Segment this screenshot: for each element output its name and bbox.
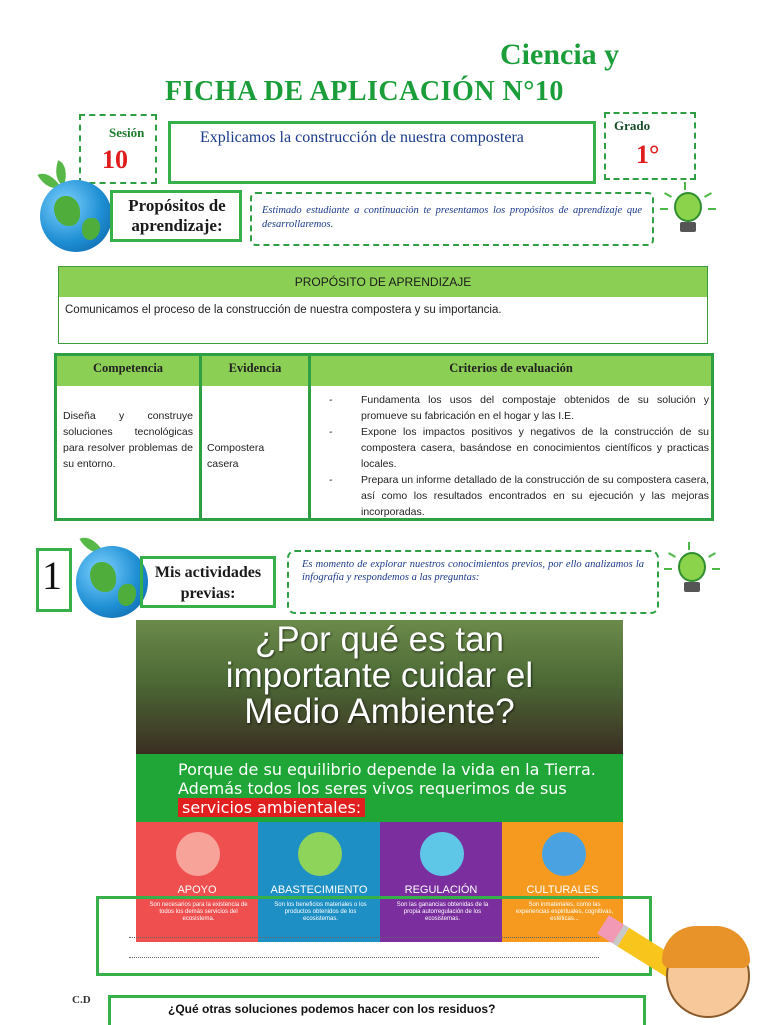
grado-number: 1° xyxy=(636,140,660,169)
evidencia-cell: Compostera casera xyxy=(207,442,265,470)
infographic-subtitle-band xyxy=(136,754,623,822)
purpose-table-body: Comunicamos el proceso de la construcción de nuestra compostera y su importancia. xyxy=(65,304,502,316)
card-title: REGULACIÓN xyxy=(404,884,478,896)
cyclist-icon xyxy=(542,832,586,876)
sesion-number: 10 xyxy=(102,145,128,174)
session-topic: Explicamos la construcción de nuestra compostera xyxy=(200,129,524,146)
card-desc: Son inmateriales, como las experiencias espirituales, cognitivas, estéticas... xyxy=(515,902,614,922)
header-competencia: Competencia xyxy=(57,356,199,386)
apple-icon xyxy=(298,832,342,876)
card-title: CULTURALES xyxy=(526,884,599,896)
infographic-title-line: ¿Por qué es tan xyxy=(254,620,505,659)
globe-icon xyxy=(76,546,148,618)
card-desc: Son las ganancias obtenidas de la propia autorregulación de los ecosistemas. xyxy=(396,902,489,922)
infographic-subtitle xyxy=(178,760,598,817)
criterio-item: - Prepara un informe detallado de la construcción de su compostera casera, así como los resultados encontrados en su ejecución y las mejoras incorporadas. xyxy=(319,472,709,520)
title-subject: Ciencia y xyxy=(500,38,620,71)
subtitle-text: Porque de su equilibrio depende la vida en la Tierra. Además todos los seres vivos requerimos de sus xyxy=(178,760,596,798)
criterio-item: - Expone los impactos positivos y negativos de la construcción de su compostera casera, basándose en conocimientos científicos y practicas locales. xyxy=(319,424,709,472)
card-title: APOYO xyxy=(177,884,217,896)
globe-icon xyxy=(40,180,112,252)
answer-line[interactable] xyxy=(129,937,599,938)
criterios-list xyxy=(319,392,709,520)
bee-icon xyxy=(420,832,464,876)
card-title: ABASTECIMIENTO xyxy=(270,884,368,896)
card-desc: Son necesarios para la existencia de todos los demás servicios del ecosistema. xyxy=(149,902,248,922)
subtitle-highlight: servicios ambientales: xyxy=(178,798,365,817)
infographic-title-line: importante cuidar el xyxy=(225,656,534,695)
lightbulb-icon xyxy=(664,540,720,604)
activity-intro: Es momento de explorar nuestros conocimientos previos, por ello analizamos la infografía y respondemos a las preguntas: xyxy=(302,559,644,583)
student-mascot-illustration xyxy=(606,900,766,1024)
activity-label: Mis actividades previas: xyxy=(154,564,262,602)
question-text: ¿Qué otras soluciones podemos hacer con los residuos? xyxy=(168,1002,496,1016)
competencia-cell: Diseña y construye soluciones tecnológicas para resolver problemas de su entorno. xyxy=(63,410,193,470)
purpose-table xyxy=(58,266,708,344)
answer-line[interactable] xyxy=(129,957,599,958)
infographic-title-line: Medio Ambiente? xyxy=(244,692,515,731)
card-desc: Son los beneficios materiales o los productos obtenidos de los ecosistemas. xyxy=(274,902,367,922)
purpose-table-header: PROPÓSITO DE APRENDIZAJE xyxy=(59,267,707,297)
sesion-label: Sesión xyxy=(109,125,145,140)
criterio-item: - Fundamenta los usos del compostaje obtenidos de su solución y promueve su fabricación en el hogar y las I.E. xyxy=(319,392,709,424)
page-title: FICHA DE APLICACIÓN N°10 xyxy=(165,76,564,107)
competency-table xyxy=(54,353,714,521)
infographic xyxy=(136,620,623,942)
answer-box[interactable] xyxy=(96,896,652,976)
header-evidencia: Evidencia xyxy=(202,356,308,386)
kid-hair xyxy=(662,926,750,968)
purpose-intro: Estimado estudiante a continuación te presentamos los propósitos de aprendizaje que desarrollaremos. xyxy=(262,205,642,230)
header-criterios: Criterios de evaluación xyxy=(311,356,711,386)
grado-label: Grado xyxy=(614,118,651,133)
footer-code: C.D xyxy=(72,994,91,1006)
purpose-label: Propósitos de aprendizaje: xyxy=(128,196,226,235)
lightbulb-icon xyxy=(660,180,716,244)
activity-number: 1 xyxy=(42,553,62,598)
tree-icon xyxy=(176,832,220,876)
infographic-photo-header xyxy=(136,620,623,754)
